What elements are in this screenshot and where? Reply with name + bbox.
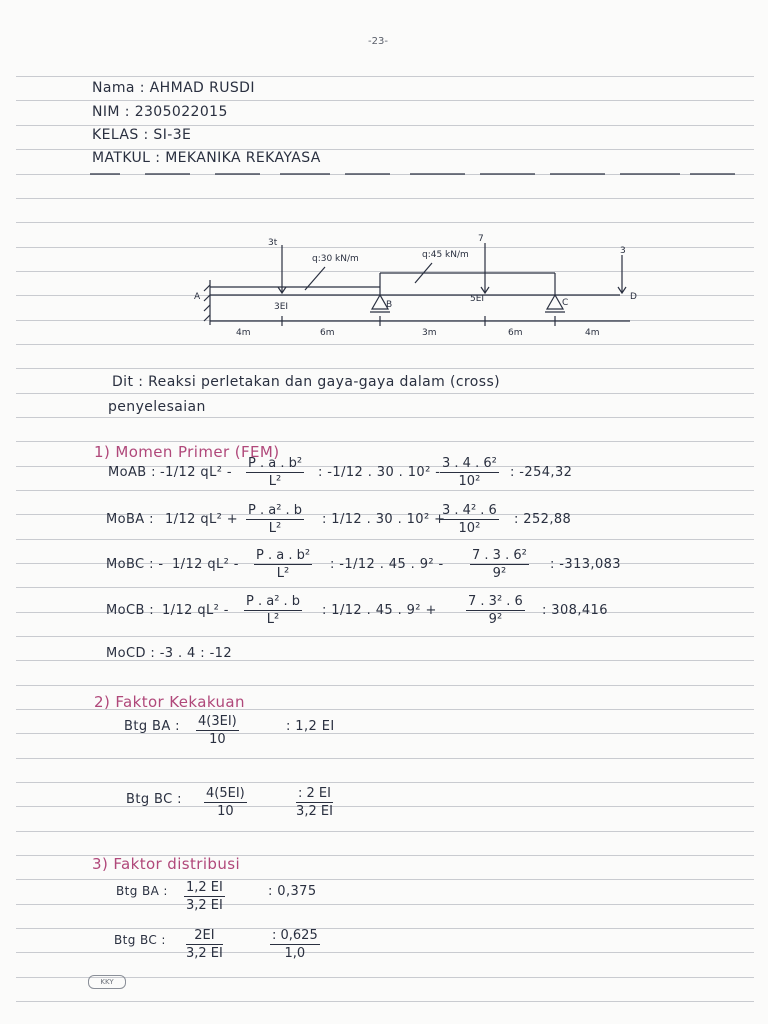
student-nim: NIM : 2305022015 [92,104,228,120]
moba-result: : 252,88 [514,512,572,527]
mobc-label: MoBC : - [106,557,164,572]
mocb-label: MoCB : [106,603,155,618]
beam-diagram [190,225,650,345]
load-label-3t: 3t [268,238,278,248]
node-label-a: A [194,292,201,302]
mocb-eq: : 1/12 . 45 . 9² + [322,603,437,618]
section-3-title: 3) Faktor distribusi [92,855,241,873]
moab-eq: : -1/12 . 30 . 10² - [318,465,441,480]
span-dim-1: 4m [236,328,251,338]
dist-ba-frac: $\frac{1,2 EI}{3,2 EI}$ [186,880,223,913]
mobc-eq: : -1/12 . 45 . 9² - [330,557,444,572]
span-dim-3: 3m [422,328,437,338]
task-line-2: penyelesaian [108,399,206,415]
span-dim-2: 6m [320,328,335,338]
load-label-q45: q:45 kN/m [422,250,469,260]
course-name: MATKUL : MEKANIKA REKAYASA [92,150,321,166]
load-label-q30: q:30 kN/m [312,254,359,264]
dist-bc-eq-frac: $\frac{: 0,625}{1,0}$ [272,928,318,961]
dist-ba-result: : 0,375 [268,884,317,899]
moab-frac-2: $\frac{\text{3 . 4 . 6²}}{\text{10²}}$ [442,456,497,489]
mobc-frac-1: $\frac{\text{P . a . b²}}{\text{L²}}$ [256,548,311,581]
bbc-eq-frac: $\frac{: 2 EI}{3,2 EI}$ [296,786,333,819]
dist-ba-label: Btg BA : [116,884,168,898]
load-label-3: 3 [620,246,626,256]
node-label-c: C [562,298,569,308]
mobc-frac-2: $\frac{\text{7 . 3 . 6²}}{\text{9²}}$ [472,548,527,581]
moba-eq: : 1/12 . 30 . 10² + [322,512,446,527]
node-label-b: B [386,300,393,310]
section-1-title: 1) Momen Primer (FEM) [94,443,280,461]
node-label-d: D [630,292,637,302]
bba-result: : 1,2 EI [286,719,335,734]
notebook-brand-badge: KKY [88,975,126,989]
span-dim-5: 4m [585,328,600,338]
mocb-term1: 1/12 qL² - [162,603,229,618]
bba-frac: $\frac{4(3EI)}{10}$ [198,714,237,747]
bbc-frac: $\frac{4(5EI)}{10}$ [206,786,245,819]
mobc-term1: 1/12 qL² - [172,557,239,572]
mocb-frac-1: $\frac{\text{P . a² . b}}{\text{L²}}$ [246,594,301,627]
moba-term1: 1/12 qL² + [165,512,239,527]
moab-term1: -1/12 qL² - [160,465,232,480]
moab-label: MoAB : [108,465,156,480]
moba-frac-2: $\frac{\text{3 . 4² . 6}}{\text{10²}}$ [442,503,497,536]
dist-bc-frac: $\frac{2EI}{3,2 EI}$ [186,928,223,961]
section-2-title: 2) Faktor Kekakuan [94,693,245,711]
moab-frac-1: $\frac{\text{P . a . b²}}{\text{L²}}$ [248,456,303,489]
mobc-result: : -313,083 [550,557,621,572]
task-line-1: Dit : Reaksi perletakan dan gaya-gaya dalam (cross) [112,374,500,390]
moba-frac-1: $\frac{\text{P . a² . b}}{\text{L²}}$ [248,503,303,536]
load-label-7: 7 [478,234,484,244]
stiffness-5ei: 5EI [470,294,485,304]
moab-result: : -254,32 [510,465,573,480]
span-dim-4: 6m [508,328,523,338]
moba-label: MoBA : [106,512,154,527]
mocb-frac-2: $\frac{\text{7 . 3² . 6}}{\text{9²}}$ [468,594,523,627]
bbc-label: Btg BC : [126,792,182,807]
student-name: Nama : AHMAD RUSDI [92,80,255,96]
separator-line [90,166,740,178]
page-number: -23- [368,36,388,47]
stiffness-3ei: 3EI [274,302,289,312]
mocb-result: : 308,416 [542,603,608,618]
bba-label: Btg BA : [124,719,180,734]
student-class: KELAS : SI-3E [92,127,192,143]
mocd-line: MoCD : -3 . 4 : -12 [106,646,233,661]
dist-bc-label: Btg BC : [114,933,166,947]
